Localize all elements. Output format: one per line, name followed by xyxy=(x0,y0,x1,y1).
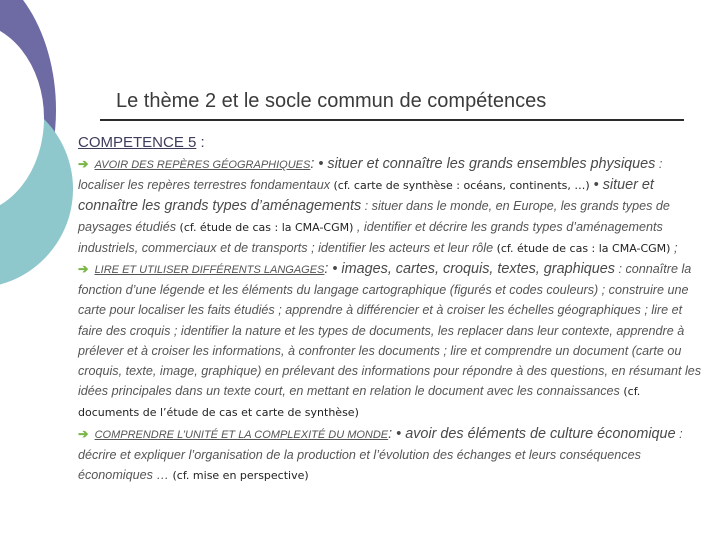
skill-lead: : • avoir des éléments de culture économique xyxy=(388,425,676,442)
skill-lead-2: • situer et connaître les grands types d’aménagements xyxy=(78,177,654,215)
right-arrow-icon: ➔ xyxy=(78,157,89,171)
skill-text: : localiser les repères terrestres fondamentaux xyxy=(78,157,663,193)
skill-text: : connaître la fonction d’une légende et les éléments du langage cartographique (figurés et codes couleurs) ; construire une carte pour localiser les faits étudiés ; apprendre à différencier et à croiser les échelles géographiques ; lire et faire des croquis ; identifier la nature et les types de documents, les replacer dans leur contexte, apprendre à prélever et à croiser les informations, à confronter les documents ; lire et comprendre un document (carte ou croquis, texte, image, graphique) en prélevant des informations pour répondre à des questions, en résumant les idées principales dans un texte court, en mettant en relation le document avec les connaissances xyxy=(78,262,702,399)
reference-note: (cf. mise en perspective) xyxy=(172,469,309,483)
skill-title: LIRE ET UTILISER DIFFÉRENTS LANGAGES xyxy=(94,264,325,277)
section-geographic-references xyxy=(78,154,704,259)
reference-note-3: (cf. étude de cas : la CMA-CGM) xyxy=(496,241,671,255)
reference-note: (cf. carte de synthèse : océans, continents, …) xyxy=(333,179,590,193)
skill-title: AVOIR DES REPÈRES GÉOGRAPHIQUES xyxy=(94,159,311,171)
title-underline xyxy=(100,119,684,121)
skill-title: COMPRENDRE L’UNITÉ ET LA COMPLEXITÉ DU MONDE xyxy=(94,428,389,441)
section-languages xyxy=(78,259,704,424)
competence-heading xyxy=(78,132,704,154)
right-arrow-icon: ➔ xyxy=(78,426,89,441)
skill-text: : décrire et expliquer l’organisation de la production et l’évolution des échanges et leurs conséquences économiques … xyxy=(78,426,683,483)
skill-text-3: , identifier et décrire les grands types d’aménagements industriels, commerciaux et de transports ; identifier les acteurs et leur rôle xyxy=(78,219,663,255)
reference-note: (cf. documents de l’étude de cas et carte de synthèse) xyxy=(78,385,641,420)
right-arrow-icon: ➔ xyxy=(78,262,89,277)
skill-lead: : • images, cartes, croquis, textes, graphiques xyxy=(324,261,615,278)
skill-text-2: : situer dans le monde, en Europe, les grands types de paysages étudiés xyxy=(78,199,670,234)
skill-lead: : • situer et connaître les grands ensembles physiques xyxy=(310,156,656,172)
slide-title: Le thème 2 et le socle commun de compétences xyxy=(116,90,547,112)
skill-text-4: ; xyxy=(670,240,678,255)
slide-body xyxy=(78,132,704,486)
competence-colon: : xyxy=(196,134,205,151)
reference-note-2: (cf. étude de cas : la CMA-CGM) xyxy=(179,220,354,234)
competence-label: COMPETENCE 5 xyxy=(78,134,197,151)
section-world-complexity xyxy=(78,424,704,487)
